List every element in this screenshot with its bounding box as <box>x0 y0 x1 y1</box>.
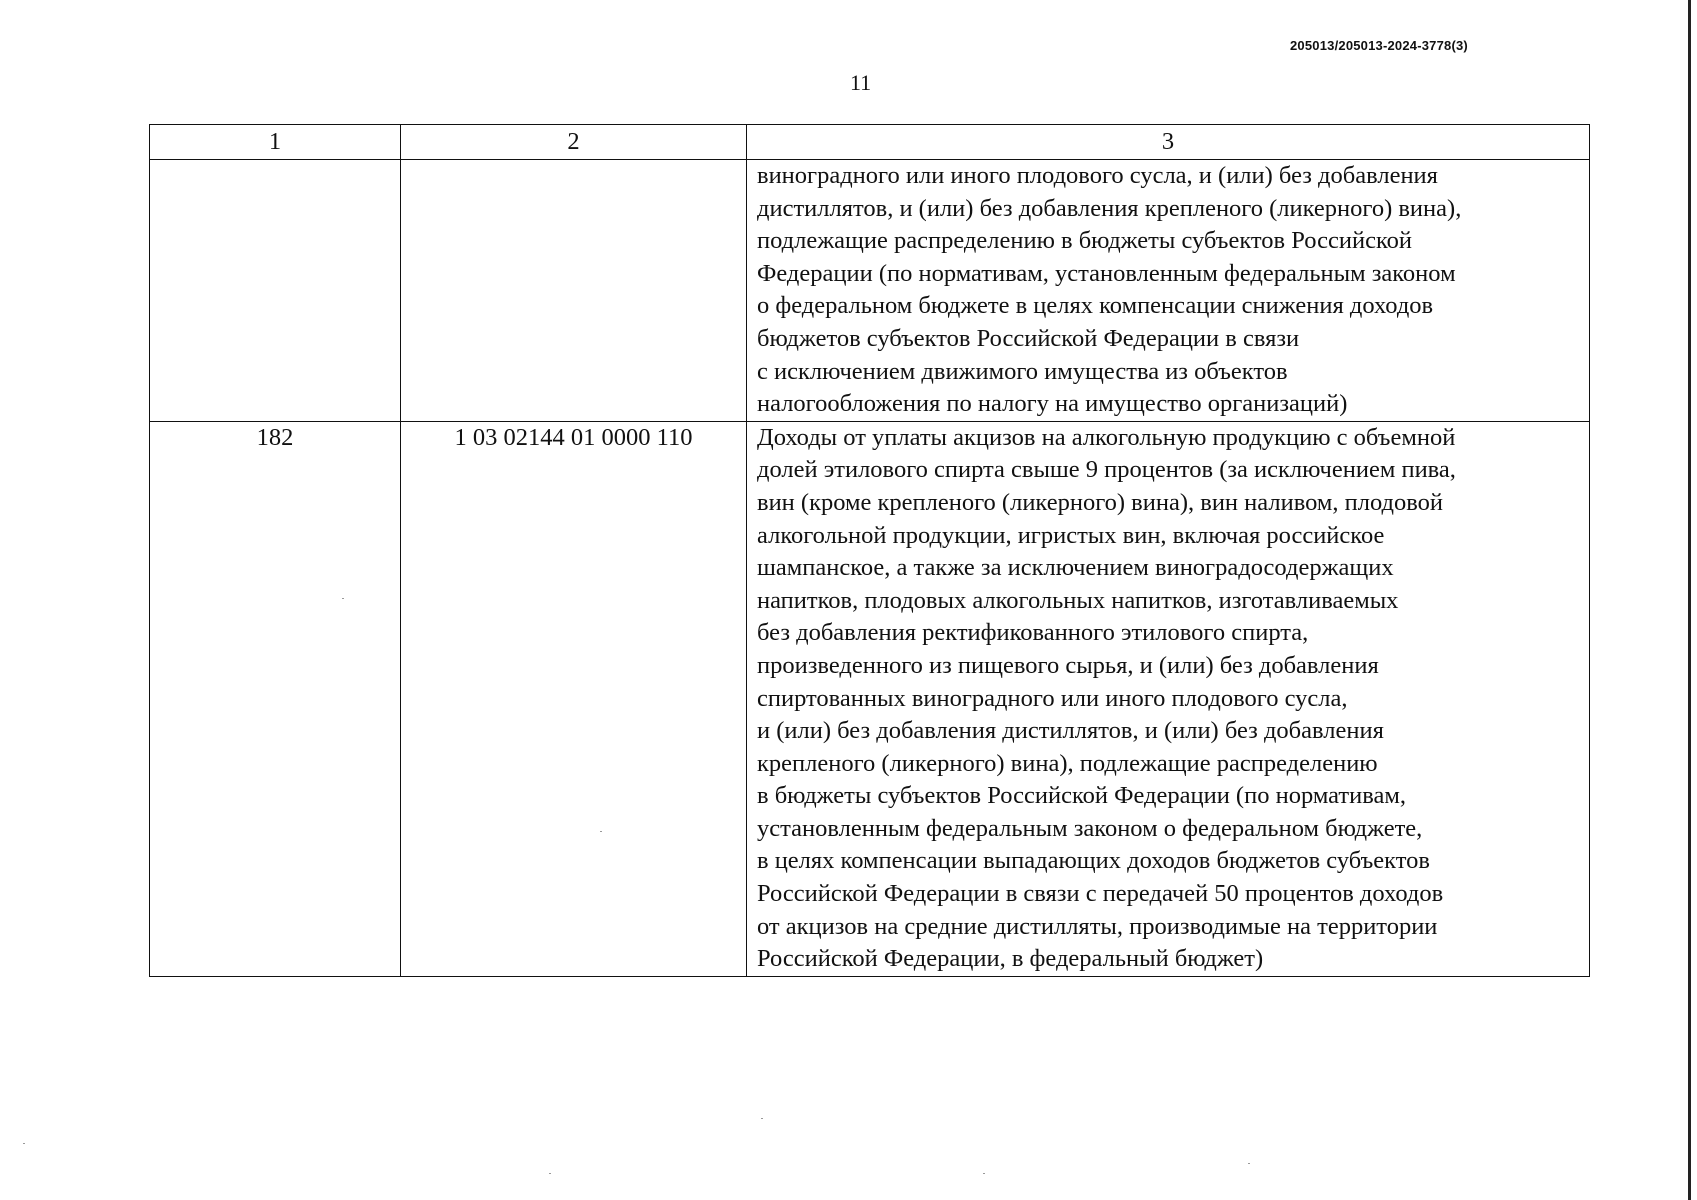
table-row <box>150 160 1590 422</box>
description-line: алкогольной продукции, игристых вин, включая российское <box>757 521 1385 549</box>
description-line: дистиллятов, и (или) без добавления крепленого (ликерного) вина), <box>757 194 1462 222</box>
description-line: виноградного или иного плодового сусла, и (или) без добавления <box>757 162 1438 189</box>
description-line: шампанское, а также за исключением виноградосодержащих <box>757 554 1394 582</box>
scan-edge-line <box>1688 0 1691 1200</box>
description-line: крепленого (ликерного) вина), подлежащие распределению <box>757 749 1378 777</box>
description-line: вин (кроме крепленого (ликерного) вина), вин наливом, плодовой <box>757 488 1443 516</box>
description-line: Доходы от уплаты акцизов на алкогольную продукцию с объемной <box>757 423 1456 451</box>
description-line: о федеральном бюджете в целях компенсации снижения доходов <box>757 292 1434 320</box>
cell-revenue-description <box>747 421 1590 976</box>
description-line: произведенного из пищевого сырья, и (или) без добавления <box>757 651 1379 679</box>
cell-admin-code: 182 <box>150 421 401 976</box>
description-line: установленным федеральным законом о федеральном бюджете, <box>757 814 1423 842</box>
revenue-table <box>149 124 1590 977</box>
scan-speck <box>983 1173 985 1174</box>
scan-speck <box>342 598 344 599</box>
description-line: Российской Федерации в связи с передачей 50 процентов доходов <box>757 880 1444 908</box>
cell-revenue-description <box>747 160 1590 422</box>
description-line: подлежащие распределению в бюджеты субъектов Российской <box>757 227 1412 255</box>
cell-budget-classification-code <box>401 160 747 422</box>
description-line: от акцизов на средние дистилляты, производимые на территории <box>757 912 1438 940</box>
scan-speck <box>23 1143 25 1144</box>
description-line: в бюджеты субъектов Российской Федерации (по нормативам, <box>757 782 1406 810</box>
description-line: долей этилового спирта свыше 9 процентов (за исключением пива, <box>757 456 1456 484</box>
scan-speck <box>600 831 602 832</box>
description-line: напитков, плодовых алкогольных напитков, изготавливаемых <box>757 586 1399 614</box>
description-line: бюджетов субъектов Российской Федерации в связи <box>757 324 1300 352</box>
page-number: 11 <box>850 70 872 95</box>
scan-speck <box>549 1173 551 1174</box>
description-line: с исключением движимого имущества из объектов <box>757 357 1288 385</box>
description-line: без добавления ректификованного этилового спирта, <box>757 619 1309 647</box>
description-line: в целях компенсации выпадающих доходов бюджетов субъектов <box>757 847 1430 875</box>
description-line: Федерации (по нормативам, установленным федеральным законом <box>757 259 1456 287</box>
scan-speck <box>761 1118 763 1119</box>
table-row <box>150 421 1590 976</box>
column-header-3: 3 <box>747 125 1590 160</box>
column-header-1: 1 <box>150 125 401 160</box>
description-line: налогообложения по налогу на имущество организаций) <box>757 390 1348 418</box>
cell-admin-code <box>150 160 401 422</box>
scan-speck <box>1248 1163 1250 1164</box>
document-id: 205013/205013-2024-3778(3) <box>1290 38 1468 53</box>
cell-budget-classification-code: 1 03 02144 01 0000 110 <box>401 421 747 976</box>
column-header-2: 2 <box>401 125 747 160</box>
description-line: и (или) без добавления дистиллятов, и (или) без добавления <box>757 717 1384 745</box>
description-line: спиртованных виноградного или иного плодового сусла, <box>757 684 1348 712</box>
description-line: Российской Федерации, в федеральный бюджет) <box>757 945 1264 973</box>
table-header-row <box>150 125 1590 160</box>
